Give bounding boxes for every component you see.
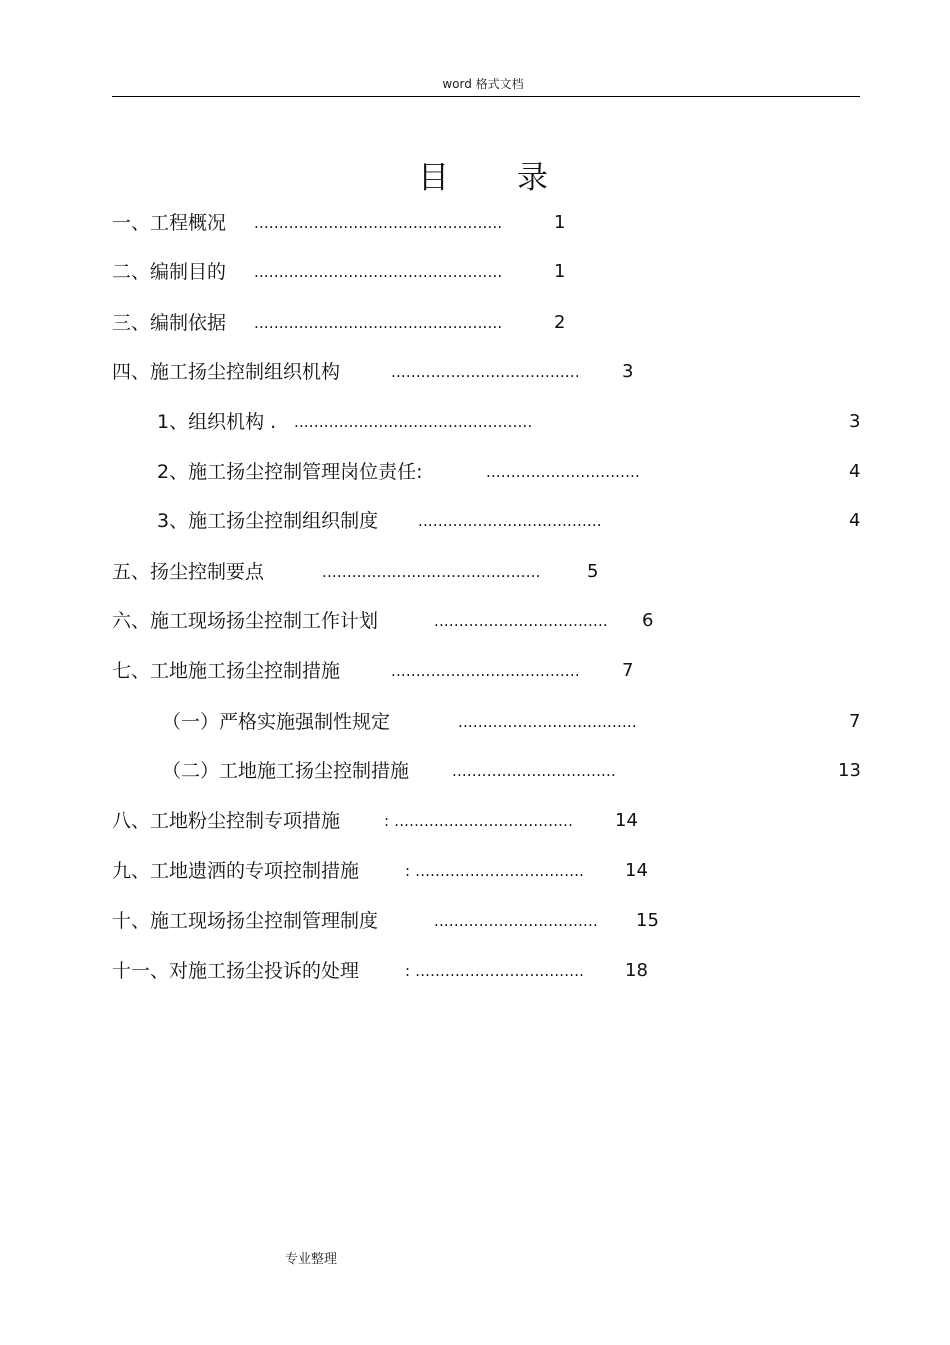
- toc-entry-page: 7: [849, 711, 861, 732]
- toc-entry-page: 4: [849, 510, 861, 531]
- toc-entry-label: 五、扬尘控制要点: [112, 561, 265, 583]
- toc-entry-leader: ....................................: [458, 713, 637, 731]
- toc-entry-label: 二、编制目的: [112, 261, 227, 283]
- toc-entry-leader: ................................................: [294, 413, 533, 431]
- toc-entry-page: 3: [849, 411, 861, 432]
- toc-entry-label: 六、施工现场扬尘控制工作计划: [112, 610, 379, 632]
- page-footer-text: 专业整理: [285, 1252, 338, 1267]
- toc-entry-page: 2: [554, 312, 566, 333]
- toc-entry-leader: : ..................................: [405, 962, 585, 980]
- toc-entry-leader: ...............................: [486, 463, 641, 481]
- toc-entry-page: 6: [642, 610, 654, 631]
- toc-entry-leader: ......................................: [391, 662, 580, 680]
- toc-entry-label: 三、编制依据: [112, 312, 227, 334]
- toc-entry-label: 十、施工现场扬尘控制管理制度: [112, 910, 379, 932]
- toc-entry-page: 1: [554, 212, 566, 233]
- toc-entry-leader: .................................: [452, 762, 616, 780]
- toc-entry-page: 18: [625, 960, 648, 981]
- toc-entry-leader: .................................: [434, 912, 598, 930]
- toc-entry-label: 2、施工扬尘控制管理岗位责任:: [157, 461, 423, 483]
- toc-entry-label: 一、工程概况: [112, 212, 227, 234]
- toc-entry-page: 14: [615, 810, 638, 831]
- toc-entry-page: 14: [625, 860, 648, 881]
- toc-entry-label: （一）严格实施强制性规定: [162, 711, 391, 733]
- toc-entry-leader: : ..................................: [405, 862, 585, 880]
- toc-entry-label: 1、组织机构 .: [157, 411, 277, 433]
- toc-entry-leader: : ....................................: [384, 812, 574, 830]
- toc-title: 目录: [418, 160, 616, 196]
- toc-entry-label: 八、工地粉尘控制专项措施: [112, 810, 341, 832]
- page-header-text: word 格式文档: [442, 77, 524, 91]
- toc-entry-label: 3、施工扬尘控制组织制度: [157, 510, 379, 532]
- toc-entry-label: （二）工地施工扬尘控制措施: [162, 760, 410, 782]
- toc-entry-leader: ..................................................: [254, 263, 503, 281]
- toc-entry-leader: ..................................................: [254, 214, 503, 232]
- toc-entry-label: 四、施工扬尘控制组织机构: [112, 361, 341, 383]
- toc-entry-leader: ............................................: [322, 563, 541, 581]
- toc-entry-label: 九、工地遗洒的专项控制措施: [112, 860, 360, 882]
- toc-entry-leader: .....................................: [418, 512, 602, 530]
- toc-entry-page: 15: [636, 910, 659, 931]
- toc-entry-page: 5: [587, 561, 599, 582]
- toc-entry-leader: ...................................: [434, 612, 608, 630]
- toc-entry-page: 1: [554, 261, 566, 282]
- toc-entry-label: 七、工地施工扬尘控制措施: [112, 660, 341, 682]
- toc-entry-label: 十一、对施工扬尘投诉的处理: [112, 960, 360, 982]
- toc-entry-leader: ..................................................: [254, 314, 503, 332]
- toc-entry-page: 3: [622, 361, 634, 382]
- header-divider: [112, 96, 860, 97]
- toc-entry-leader: ......................................: [391, 363, 580, 381]
- toc-entry-page: 4: [849, 461, 861, 482]
- toc-entry-page: 13: [838, 760, 861, 781]
- toc-entry-page: 7: [622, 660, 634, 681]
